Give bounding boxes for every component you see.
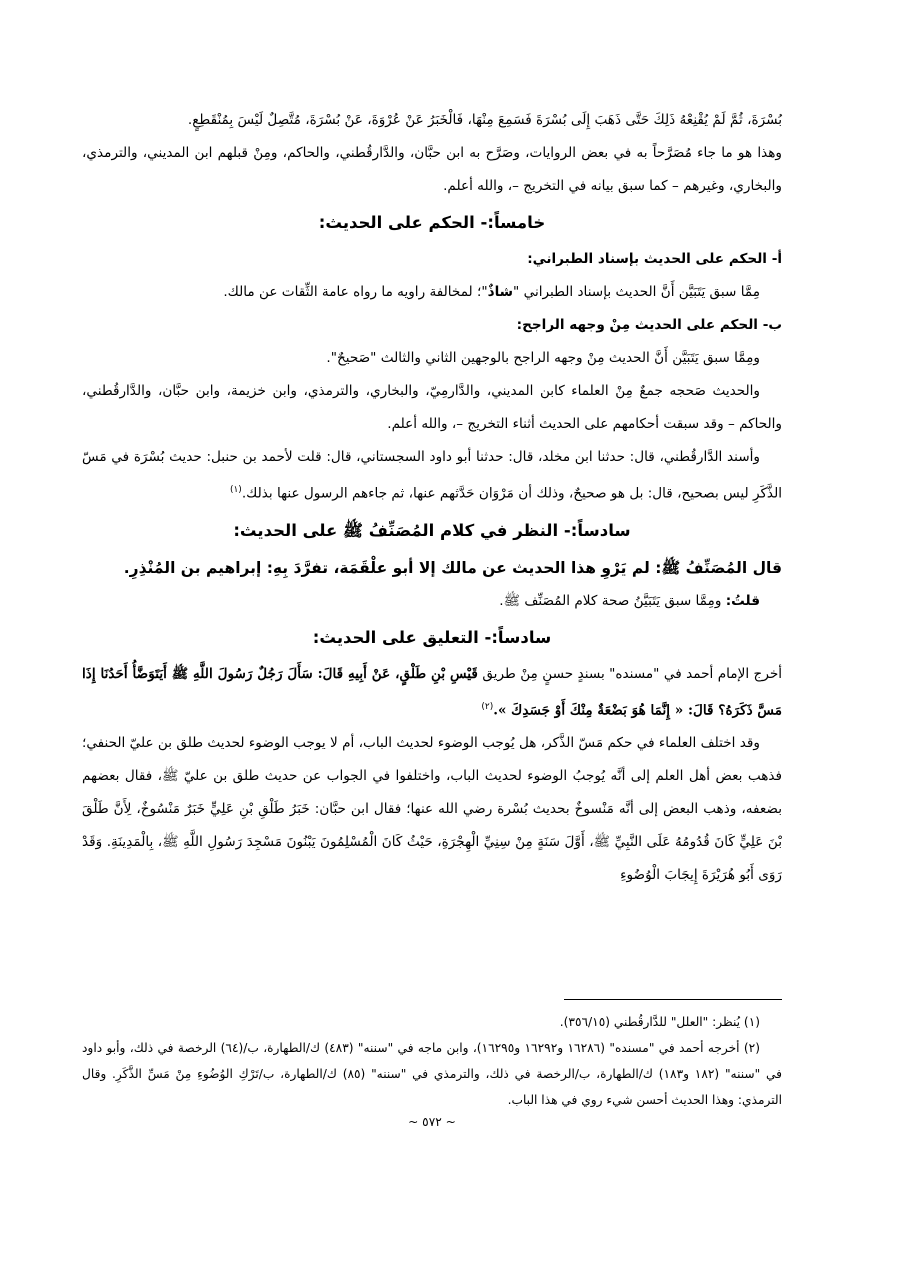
paragraph-qult: قلتُ: ومِمَّا سبق يَتَبَيَّنُ صحة كلام المُصَنِّف ﷺ. [499,592,760,609]
ruling-term: شاذٌ [487,284,514,300]
paragraph-d: وأسند الدَّارقُطني، قال: حدثنا ابن مخلد، قال: حدثنا أبو داود السجستاني، قال: قلت لأحمد بن حنبل: حديث بُسْرَة في مَسّ الذَّكَرِ ليس بصحيح، قال: بل هو صحيحٌ، وذلك أن مَرْوَان حَدَّثهم عنها، ثم جاءهم الرسول عنها بذلك.$^{(١)}$ [82,449,782,502]
footnote-2: (٢) أخرجه أحمد في "مسنده" (١٦٢٨٦ و١٦٢٩٢ و١٦٢٩٥)، وابن ماجه في "سننه" (٤٨٣) ك/الطهارة، ب/(٦٤) الرخصة في ذلك، وأبو داود في "سننه" (١٨٢ و١٨٣) ك/الطهارة، ب/الرخصة في ذلك، والترمذي في "سننه" (٨٥) ك/الطهارة، ب/تَرْكِ الوُضُوءِ مِنْ مَسِّ الذَّكَرِ. وقال الترمذي: وهذا الحديث أحسن شيء روي في هذا الباب. [82,1041,783,1107]
paragraph-continuation: بُسْرَةَ، ثُمَّ لَمْ يُقْنِعْهُ ذَلِكَ حَتَّى ذَهَبَ إِلَى بُسْرَةَ فَسَمِعَ مِنْهَا، فَالْخَبَرُ عَنْ عُرْوَةَ، عَنْ بُسْرَةَ، مُتَّصِلٌ لَيْسَ بِمُنْقَطِعٍ. [187,112,782,128]
qult-label: قلتُ: [725,592,760,609]
subheading-a: أ- الحكم على الحديث بإسناد الطبراني: [527,251,782,267]
paragraph-b: ومِمَّا سبق يَتَبَيَّن أَنَّ الحديث مِنْ وجهه الراجح بالوجهين الثاني والثالث "صَحيحٌ". [326,350,760,366]
hadith-text: قَيْسِ بْنِ طَلْقٍ، عَنْ أَبِيهِ قَالَ: سَأَلَ رَجُلٌ رَسُولَ اللَّهِ ﷺ أَيَتَوَضَّأُ أَحَدُنَا إِذَا مَسَّ ذَكَرَهُ؟ قَالَ: « إِنَّمَا هُوَ بَضْعَةٌ مِنْكَ أَوْ جَسَدِكَ ». [82,665,782,719]
section-heading-5: خامساً:- الحكم على الحديث: [318,213,546,232]
paragraph-e: أخرج الإمام أحمد في "مسنده" بسندٍ حسنٍ مِنْ طريق قَيْسِ بْنِ طَلْقٍ، عَنْ أَبِيهِ قَالَ: سَأَلَ رَجُلٌ رَسُولَ اللَّهِ ﷺ أَيَتَوَضَّأُ أَحَدُنَا إِذَا مَسَّ ذَكَرَهُ؟ قَالَ: « إِنَّمَا هُوَ بَضْعَةٌ مِنْكَ أَوْ جَسَدِكَ ».$^{(٢)}$ [82,665,782,719]
footnote-ref-2: (٢) [481,701,494,712]
paragraph-c: والحديث صَحجه جمعٌ مِنْ العلماء كابن المديني، والدَّارمِيّ، والبخاري، والترمذي، وابن خزيمة، وابن حبَّان، والدَّارقُطني، والحاكم – وقد سبقت أحكامهم على الحديث أثناء التخريج –، والله أعلم. [82,383,782,432]
footnote-ref-1: (١) [229,485,242,495]
subheading-b: ب- الحكم على الحديث مِنْ وجهه الراجح: [516,317,782,333]
paragraph-1: وهذا هو ما جاء مُصَرَّحاً به في بعض الروايات، وصَرَّح به ابن حبَّان، والدَّارقُطني، والحاكم، ومِنْ قبلهم ابن المديني، والترمذي، والبخاري، وغيرهم – كما سبق بيانه في التخريج –، والله أعلم. [82,145,782,194]
main-text [82,104,782,892]
page-number: ~ ٥٧٢ ~ [408,1115,456,1129]
section-heading-6a: سادساً:- النظر في كلام المُصَنِّفُ ﷺ على الحديث: [233,520,631,540]
page [82,104,782,1254]
section-heading-6b: سادساً:- التعليق على الحديث: [312,627,552,647]
footnotes [82,1009,782,1131]
footnote-1: (١) يُنظر: "العلل" للدَّارقُطني (٣٥٦/١٥). [559,1015,760,1029]
author-quote: قال المُصَنِّفُ ﷺ: لم يَرْوِ هذا الحديث عن مالك إلا أبو علْقَمَة، تفرَّدَ بِهِ: إبراهيم بن المُنْذِرِ. [123,558,782,577]
footnote-divider [564,999,782,1000]
paragraph-a: مِمَّا سبق يَتَبَيَّن أَنَّ الحديث بإسناد الطبراني "شاذٌ"؛ لمخالفة راويه ما رواه عامة الثِّقات عن مالك. [223,284,760,300]
paragraph-f: وقد اختلف العلماء في حكم مَسّ الذَّكر، هل يُوجب الوضوء لحديث الباب، أم لا يوجب الوضوء لحديث طلق بن عليّ الحنفي؛ فذهب بعض أهل العلم إلى أنَّه يُوجبُ الوضوء لحديث الباب، واختلفوا في الجواب عن حديث طلق بن عليّ ﷺ، فقال بعضهم بضعفه، وذهب البعض إلى أنَّه مَنْسوخٌ بحديث بُسْرة رضي الله عنها؛ فقال ابن حبَّان: خَبَرُ طَلْقِ بْنِ عَلِيٍّ خَبَرٌ مَنْسُوخٌ، لِأَنَّ طَلْقَ بْنَ عَلِيٍّ كَانَ قُدُومُهُ عَلَى النَّبِيِّ ﷺ، أَوَّلَ سَنَةٍ مِنْ سِنِيِّ الْهِجْرَةِ، حَيْثُ كَانَ الْمُسْلِمُونَ يَبْنُونَ مَسْجِدَ رَسُولِ اللَّهِ ﷺ، بِالْمَدِينَةِ. وَقَدْ رَوَى أَبُو هُرَيْرَةَ إِيجَابَ الْوُضُوءِ [82,735,782,884]
